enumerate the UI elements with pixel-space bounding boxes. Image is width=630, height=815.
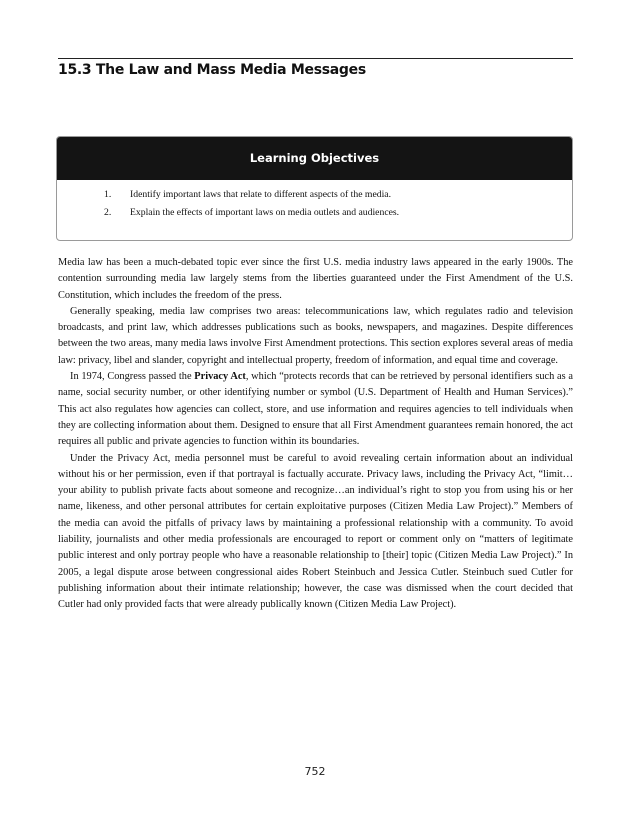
objective-text: Identify important laws that relate to different aspects of the media.	[130, 189, 392, 200]
learning-objectives-box	[56, 136, 573, 241]
paragraph-privacy-act	[58, 369, 573, 450]
objective-text: Explain the effects of important laws on media outlets and audiences.	[130, 207, 400, 218]
privacy-act-lead: In 1974, Congress passed the	[70, 371, 195, 383]
objective-number: 2.	[104, 207, 112, 218]
section-title: 15.3 The Law and Mass Media Messages	[58, 62, 366, 78]
learning-objectives-heading: Learning Objectives	[57, 137, 572, 180]
paragraph-intro: Media law has been a much-debated topic ever since the first U.S. media industry laws appeared in the early 1900s. The contention surrounding media law largely stems from the liberties guaranteed under the First Amendment of the U.S. Constitution, which includes the freedom of the press.	[58, 257, 573, 301]
objective-number: 1.	[104, 189, 112, 200]
paragraph-media-law-areas: Generally speaking, media law comprises two areas: telecommunications law, which regulates radio and television broadcasts, and print law, which addresses publications such as books, newspapers, and magazines. Despite differences between the two areas, many media laws involve First Amendment protections. This section explores several areas of media law: privacy, libel and slander, copyright and intellectual property, freedom of information, and equal time and coverage.	[58, 305, 573, 366]
privacy-act-rest: , which “protects records that can be retrieved by personal identifiers such as a name, social security number, or other identifying number or symbol (U.S. Department of Health and Human Services).” This act also regulates how agencies can collect, store, and use information and requires agencies to tell individuals when they are collecting information about them. Designed to ensure that all First Amendment guarantees remain honored, the act requires all public and private agencies to function within its boundaries.	[58, 371, 573, 448]
page-number: 752	[304, 765, 326, 778]
privacy-act-term: Privacy Act	[194, 371, 246, 383]
paragraph-privacy-laws: Under the Privacy Act, media personnel must be careful to avoid revealing certain information about an individual without his or her permission, even if that portrayal is factually accurate. Privacy laws, including the Privacy Act, “limit…your ability to publish private facts about someone and recognize…an individual’s right to stop you from using his or her name, likeness, and other personal attributes for certain exploitative purposes (Citizen Media Law Project).” Members of the media can avoid the pitfalls of privacy laws by maintaining a professional relationship with a community. To avoid liability, journalists and other media professionals are encouraged to report or comment only on “matters of legitimate public interest and only portray people who have a reasonable relationship to [their] topic (Citizen Media Law Project).” In 2005, a legal dispute arose between congressional aides Robert Steinbuch and Jessica Cutler. Steinbuch sued Cutler for publishing information about their intimate relationship; however, the case was dismissed when the court decided that Cutler had only provided facts that were already publically known (Citizen Media Law Project).	[58, 452, 573, 611]
body-text	[58, 255, 573, 614]
top-rule	[58, 58, 573, 59]
